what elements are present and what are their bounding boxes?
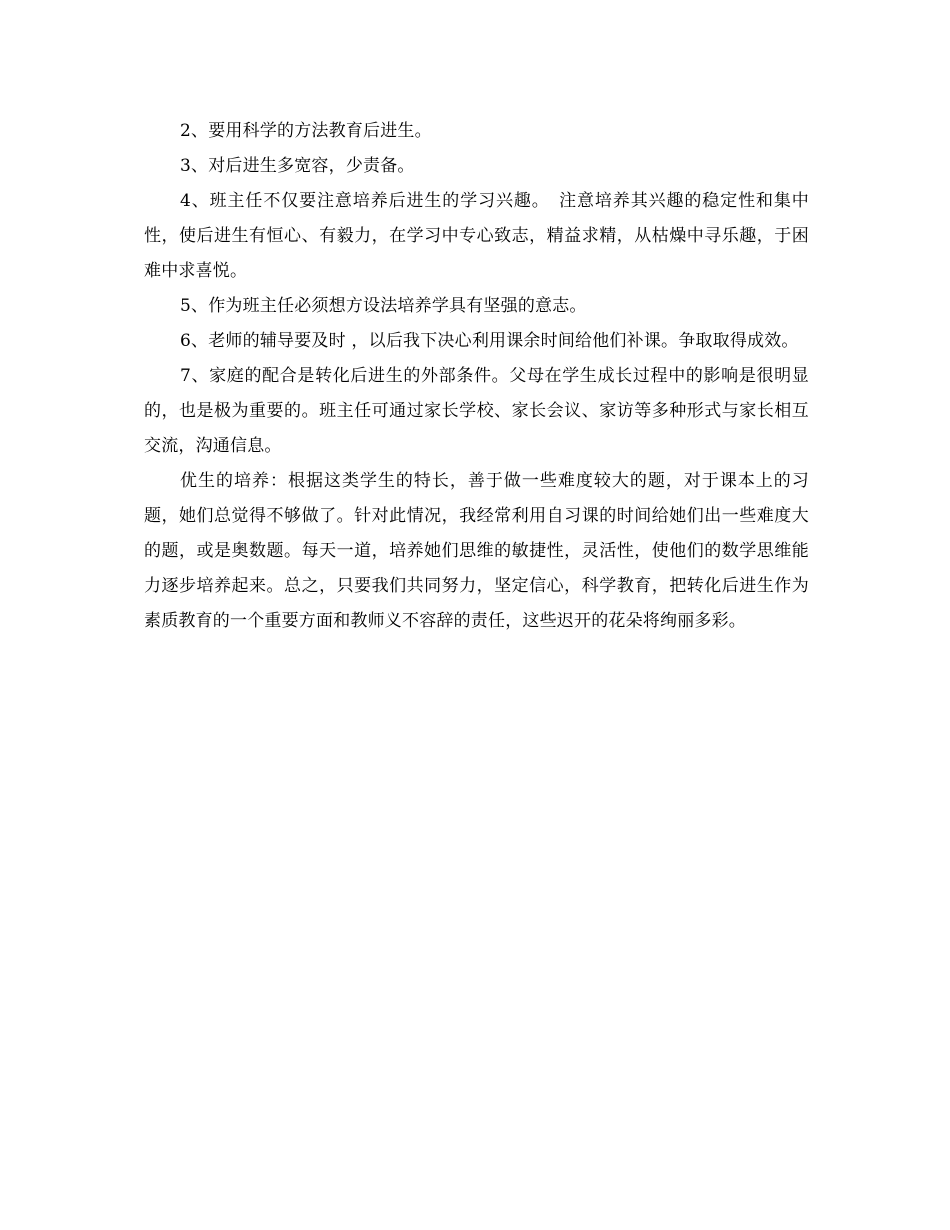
paragraph-item-5: 5、作为班主任必须想方设法培养学具有坚强的意志。 (180, 296, 587, 316)
paragraph-item-3: 3、对后进生多宽容，少责备。 (180, 156, 415, 176)
paragraph-item-2: 2、要用科学的方法教育后进生。 (180, 121, 432, 141)
paragraph-item-4: 4、班主任不仅要注意培养后进生的学习兴趣。 注意培养其兴趣的稳定性和集中性，使后进生有恒心、有毅力，在学习中专心致志，精益求精，从枯燥中寻乐趣，于困难中求喜悦。 (144, 191, 809, 281)
paragraph-item-6: 6、老师的辅导要及时 ，以后我下决心利用课余时间给他们补课。争取取得成效。 (180, 331, 799, 351)
document-body (144, 114, 809, 639)
paragraph-item-7: 7、家庭的配合是转化后进生的外部条件。父母在学生成长过程中的影响是很明显的，也是极为重要的。班主任可通过家长学校、家长会议、家访等多种形式与家长相互交流，沟通信息。 (144, 366, 809, 456)
paragraph-top-students: 优生的培养：根据这类学生的特长，善于做一些难度较大的题，对于课本上的习题，她们总觉得不够做了。针对此情况，我经常利用自习课的时间给她们出一些难度大的题，或是奥数题。每天一道，培养她们思维的敏捷性，灵活性，使他们的数学思维能力逐步培养起来。总之，只要我们共同努力，坚定信心，科学教育，把转化后进生作为素质教育的一个重要方面和教师义不容辞的责任，这些迟开的花朵将绚丽多彩。 (144, 471, 809, 631)
